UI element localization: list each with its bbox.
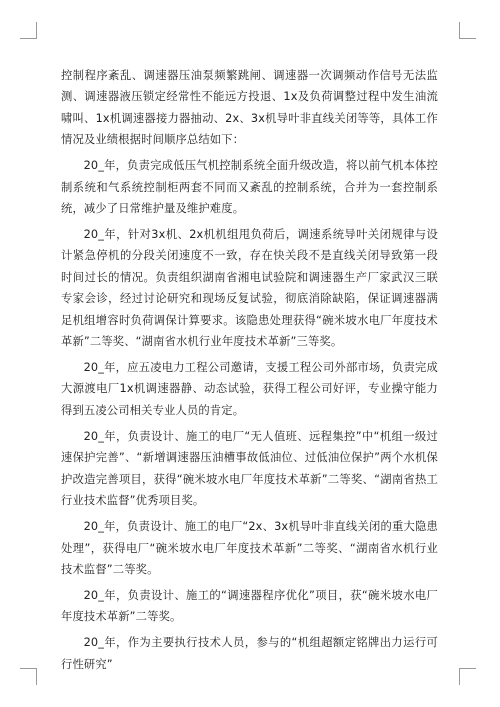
crop-mark-bottom-right: [459, 668, 476, 685]
crop-mark-top-left: [20, 22, 37, 39]
paragraph: 20_年，针对3x机、2x机机组甩负荷后，调速系统导叶关闭规律与设计紧急停机的分段关闭速度不一致，存在快关段不是直线关闭导致第一段时间过长的情况。负责组织湖南省湘电试验院和调速器生产厂家武汉三联专家会诊，经过讨论研究和现场反复试验，彻底消除缺陷，保证调速器满足机组增容时负荷调保计算要求。该隐患处理获得“碗米坡水电厂年度技术革新”二等奖、“湖南省水机行业年度技术革新”三等奖。: [61, 228, 438, 349]
document-body: [61, 65, 438, 680]
paragraph: 20_年，应五凌电力工程公司邀请，支援工程公司外部市场，负责完成大源渡电厂1x机调速器静、动态试验，获得工程公司好评，专业操守能力得到五凌公司相关专业人员的肯定。: [61, 361, 438, 417]
paragraph: 20_年，负责设计、施工的电厂“无人值班、远程集控”中“机组一级过速保护完善”、“新增调速器压油槽事故低油位、过低油位保护”两个水机保护改造完善项目，获得“碗米坡水电厂年度技术革新”二等奖、“湖南省热工行业技术监督”优秀项目奖。: [61, 429, 438, 508]
crop-mark-bottom-left: [20, 668, 37, 685]
paragraph: 20_年，负责设计、施工的电厂“2x、3x机导叶非直线关闭的重大隐患处理”，获得电厂“碗米坡水电厂年度技术革新”二等奖、“湖南省水机行业技术监督”二等奖。: [61, 520, 438, 576]
paragraph: 20_年，负责完成低压气机控制系统全面升级改造，将以前气机本体控制系统和气系统控制柜两套不同而又紊乱的控制系统，合并为一套控制系统，减少了日常维护量及维护难度。: [61, 159, 438, 216]
crop-mark-top-right: [459, 22, 476, 39]
paragraph: 控制程序紊乱、调速器压油泵频繁跳闸、调速器一次调频动作信号无法监测、调速器液压锁定经常性不能远方投退、1x及负荷调整过程中发生油流啸叫、1x机调速器接力器抽动、2x、3x机导叶非直线关闭等等，具体工作情况及业绩根据时间顺序总结如下：: [61, 69, 438, 147]
paragraph: 20_年，负责设计、施工的“调速器程序优化”项目，获“碗米坡水电厂年度技术革新”二等奖。: [61, 588, 438, 624]
paragraph: 20_年，作为主要执行技术人员，参与的“机组超额定铭牌出力运行可行性研究”: [61, 636, 438, 671]
